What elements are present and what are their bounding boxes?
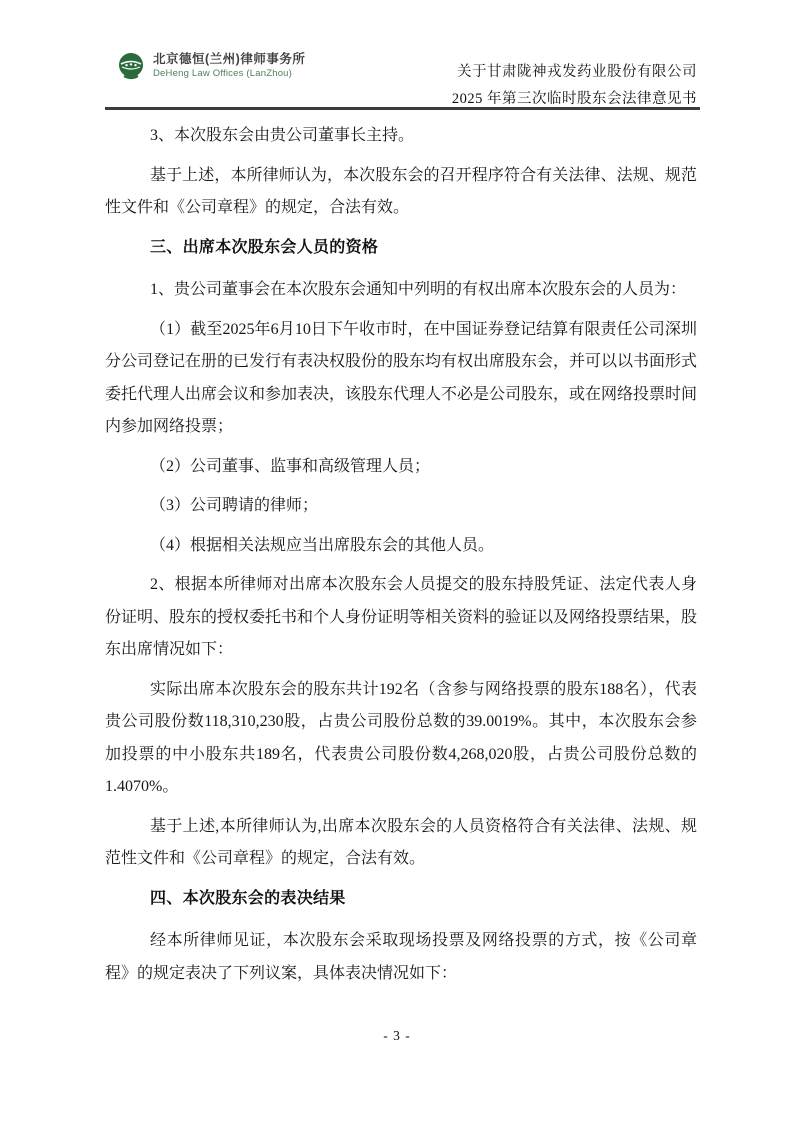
- page-footer: [0, 1028, 794, 1044]
- section-heading-attendee-qualification: 三、出席本次股东会人员的资格: [150, 238, 379, 256]
- doc-title-line2: 2025 年第三次临时股东会法律意见书: [451, 91, 697, 107]
- firm-name-cn: 北京德恒(兰州)律师事务所: [153, 52, 306, 66]
- paragraph-attendance-statistics: 实际出席本次股东会的股东共计192名（含参与网络投票的股东188名），代表贵公司股份数118,310,230股，占贵公司股份总数的39.0019%。其中，本次股东会参加投票的中小股东共189名，代表贵公司股份数4,268,020股，占贵公司股份总数的1.4070%。: [105, 680, 697, 795]
- paragraph-attendees-intro: 1、贵公司董事会在本次股东会通知中列明的有权出席本次股东会的人员为：: [150, 281, 687, 298]
- doc-title-line1: 关于甘肃陇神戎发药业股份有限公司: [457, 64, 697, 80]
- document-title: [452, 59, 697, 113]
- page-number: - 3 -: [383, 1028, 411, 1043]
- paragraph-meeting-chair: 3、本次股东会由贵公司董事长主持。: [150, 127, 415, 144]
- header-divider: [105, 107, 700, 110]
- paragraph-verification: 2、根据本所律师对出席本次股东会人员提交的股东持股凭证、法定代表人身份证明、股东的授权委托书和个人身份证明等相关资料的验证以及网络投票结果，股东出席情况如下：: [105, 576, 698, 658]
- document-body: [105, 120, 697, 997]
- firm-names: [153, 51, 305, 80]
- paragraph-attendee-item-4: （4）根据相关法规应当出席股东会的其他人员。: [150, 536, 495, 554]
- paragraph-attendee-item-1: （1）截至2025年6月10日下午收市时，在中国证券登记结算有限责任公司深圳分公司登记在册的已发行有表决权股份的股东均有权出席股东会，并可以以书面形式委托代理人出席会议和参加表决，该股东代理人不必是公司股东，或在网络投票时间内参加网络投票；: [105, 320, 698, 435]
- paragraph-attendee-item-2: （2）公司董事、监事和高级管理人员；: [150, 457, 431, 475]
- paragraph-voting-method: 经本所律师见证，本次股东会采取现场投票及网络投票的方式，按《公司章程》的规定表决了下列议案，具体表决情况如下：: [105, 932, 697, 982]
- section-heading-voting-results: 四、本次股东会的表决结果: [150, 889, 346, 907]
- firm-name-en: DeHeng Law Offices (LanZhou): [153, 68, 293, 79]
- paragraph-attendee-item-3: （3）公司聘请的律师；: [150, 497, 319, 514]
- firm-identity: [116, 51, 305, 81]
- paragraph-convening-opinion: 基于上述，本所律师认为，本次股东会的召开程序符合有关法律、法规、规范性文件和《公司章程》的规定，合法有效。: [105, 166, 697, 216]
- deheng-logo-icon: [116, 51, 146, 81]
- paragraph-qualification-opinion: 基于上述,本所律师认为,出席本次股东会的人员资格符合有关法律、法规、规范性文件和《公司章程》的规定，合法有效。: [105, 817, 697, 867]
